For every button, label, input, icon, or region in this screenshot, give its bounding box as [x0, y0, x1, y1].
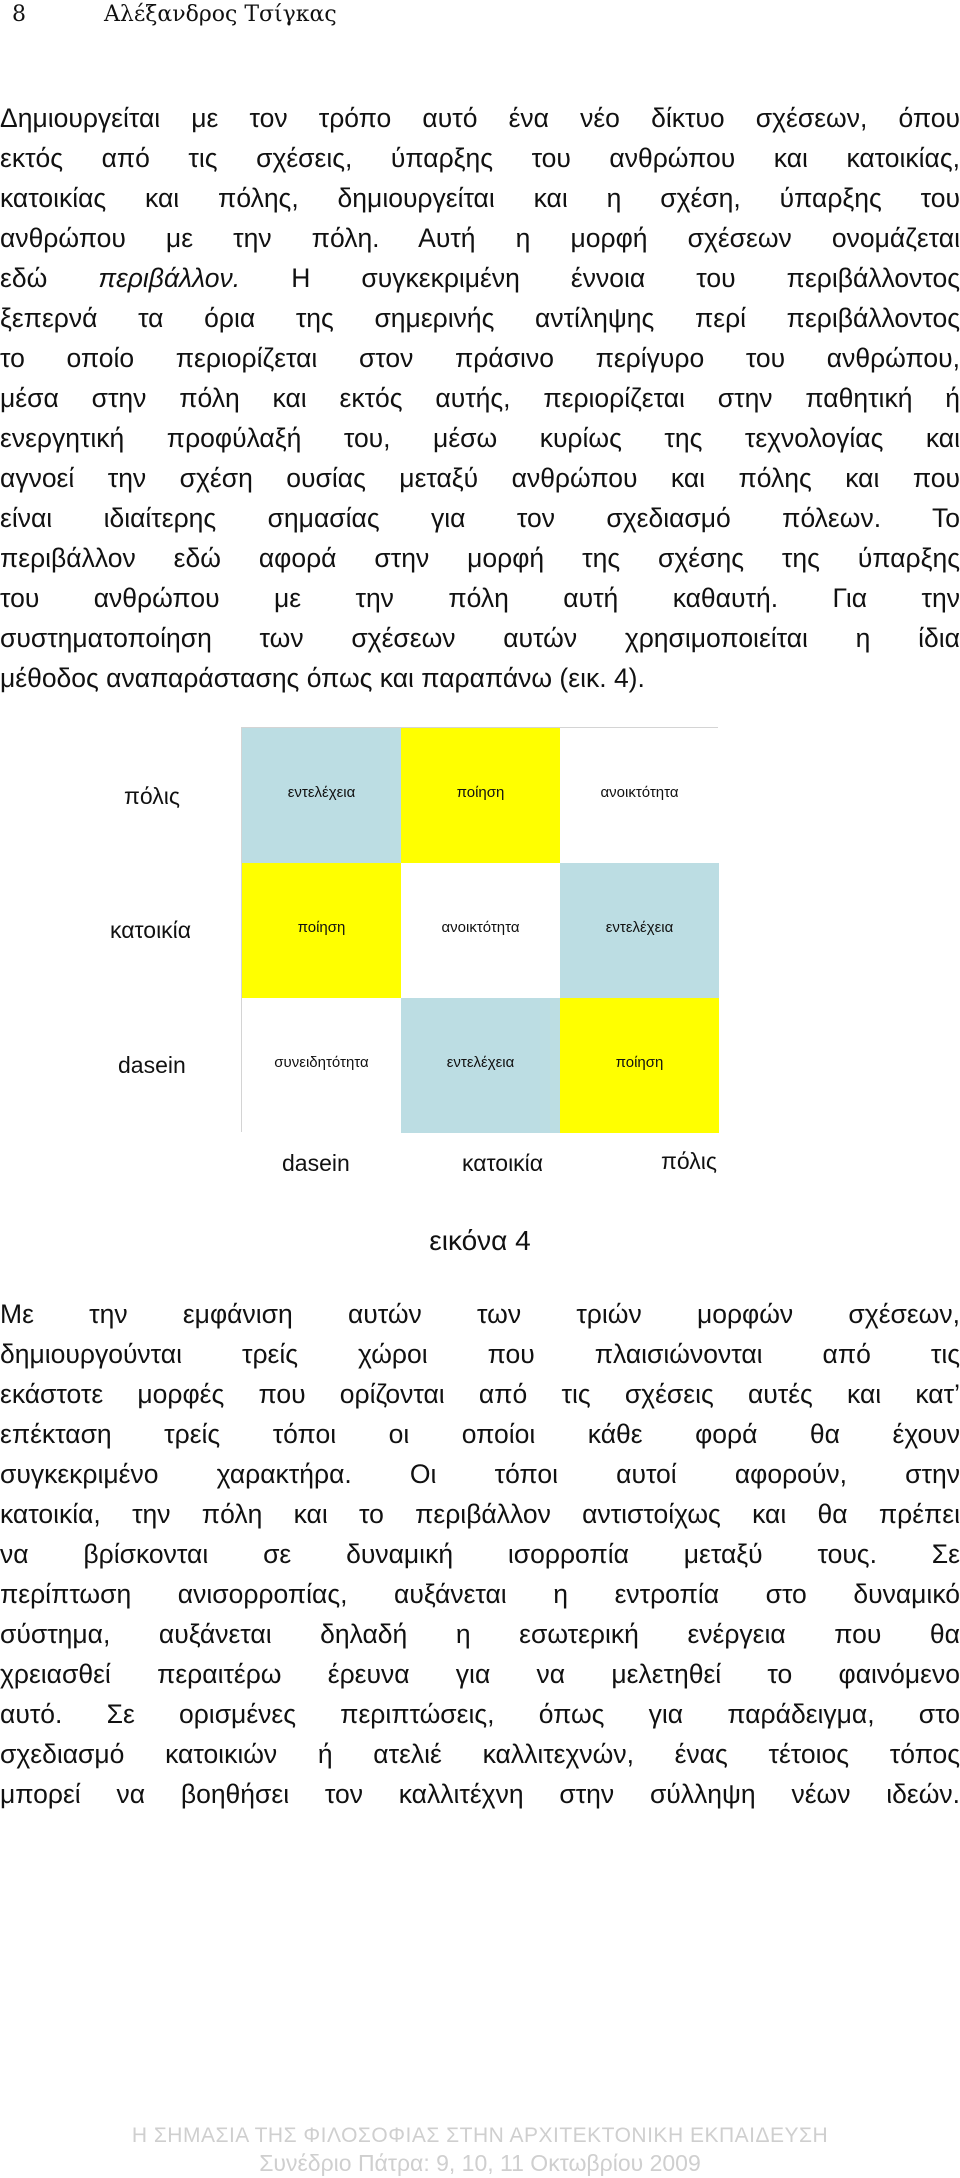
text-line: κατοικία, την πόλη και το περιβάλλον αντιστοίχως και θα πρέπει [0, 1499, 960, 1529]
text-line: Με την εμφάνιση αυτών των τριών μορφών σχέσεων, [0, 1299, 960, 1329]
grid-cell: ποίηση [401, 728, 560, 863]
text-line: επέκταση τρείς τόποι οι οποίοι κάθε φορά θα έχουν [0, 1419, 960, 1449]
text-line: να βρίσκονται σε δυναμική ισορροπία μεταξύ τους. Σε [0, 1539, 960, 1569]
text-line: ενεργητική προφύλαξή του, μέσω κυρίως της τεχνολογίας και [0, 423, 960, 453]
row-label-polis: πόλις [124, 783, 180, 809]
text-line: μέθοδος αναπαράστασης όπως και παραπάνω (εικ. 4). [0, 663, 645, 693]
page-number: 8 [12, 2, 26, 27]
grid-cell: εντελέχεια [560, 863, 719, 998]
text-line: αυτό. Σε ορισμένες περιπτώσεις, όπως για παράδειγμα, στο [0, 1699, 960, 1729]
figure-caption: εικόνα 4 [429, 1225, 531, 1256]
text-line: περιβάλλον εδώ αφορά στην μορφή της σχέσης της ύπαρξης [0, 543, 960, 573]
text-line: εκάστοτε μορφές που ορίζονται από τις σχέσεις αυτές και κατ’ [0, 1379, 960, 1409]
text-line: συστηματοποίηση των σχέσεων αυτών χρησιμοποιείται η ίδια [0, 623, 960, 653]
text-line: μπορεί να βοηθήσει τον καλλιτέχνη στην σύλληψη νέων ιδεών. [0, 1779, 960, 1809]
text-fragment: εδώ [0, 263, 48, 293]
text-line: ξεπερνά τα όρια της σημερινής αντίληψης περί περιβάλλοντος [0, 303, 960, 333]
col-label-polis: πόλις [661, 1148, 717, 1174]
col-label-katoikia: κατοικία [462, 1150, 544, 1176]
grid-cell: εντελέχεια [242, 728, 401, 863]
footer-conference: Συνέδριο Πάτρα: 9, 10, 11 Οκτωβρίου 2009 [259, 2150, 701, 2176]
italic-term: περιβάλλον. [98, 263, 241, 293]
text-line: το οποίο περιορίζεται στον πράσινο περίγυρο του ανθρώπου, [0, 343, 960, 373]
running-header [12, 2, 337, 27]
text-fragment: Η συγκεκριμένη έννοια του περιβάλλοντος [291, 263, 960, 293]
footer-title: Η ΣΗΜΑΣΙΑ ΤΗΣ ΦΙΛΟΣΟΦΙΑΣ ΣΤΗΝ ΑΡΧΙΤΕΚΤΟΝΙΚΗ ΕΚΠΑΙΔΕΥΣΗ [131, 2124, 829, 2147]
col-label-dasein: dasein [282, 1150, 350, 1176]
author-name: Αλέξανδρος Τσίγκας [104, 2, 337, 27]
grid-cell: εντελέχεια [401, 998, 560, 1133]
text-line: αγνοεί την σχέση ουσίας μεταξύ ανθρώπου και πόλης και που [0, 463, 960, 493]
grid-cell: ανοικτότητα [560, 728, 719, 863]
text-line: μέσα στην πόλη και εκτός αυτής, περιορίζεται στην παθητική ή [0, 383, 960, 413]
grid-cell: ανοικτότητα [401, 863, 560, 998]
grid-cell: ποίηση [242, 863, 401, 998]
text-line: περίπτωση ανισορροπίας, αυξάνεται η εντροπία στο δυναμικό [0, 1579, 960, 1609]
text-line: Δημιουργείται με τον τρόπο αυτό ένα νέο δίκτυο σχέσεων, όπου [0, 103, 960, 133]
row-label-dasein: dasein [118, 1052, 186, 1078]
relation-grid [241, 727, 718, 1132]
text-line: σύστημα, αυξάνεται δηλαδή η εσωτερική ενέργεια που θα [0, 1619, 960, 1649]
grid-cell: ποίηση [560, 998, 719, 1133]
text-line: κατοικίας και πόλης, δημιουργείται και η σχέση, ύπαρξης του [0, 183, 960, 213]
grid-cell: συνειδητότητα [242, 998, 401, 1133]
text-line [0, 258, 960, 298]
text-line: ανθρώπου με την πόλη. Αυτή η μορφή σχέσεων ονομάζεται [0, 223, 960, 253]
text-line: δημιουργούνται τρείς χώροι που πλαισιώνονται από τις [0, 1339, 960, 1369]
text-line: εκτός από τις σχέσεις, ύπαρξης του ανθρώπου και κατοικίας, [0, 143, 960, 173]
text-line: χρειασθεί περαιτέρω έρευνα για να μελετηθεί το φαινόμενο [0, 1659, 960, 1689]
text-line: σχεδιασμό κατοικιών ή ατελιέ καλλιτεχνών, ένας τέτοιος τόπος [0, 1739, 960, 1769]
text-line: συγκεκριμένο χαρακτήρα. Οι τόποι αυτοί αφορούν, στην [0, 1459, 960, 1489]
text-line: του ανθρώπου με την πόλη αυτή καθαυτή. Για την [0, 583, 960, 613]
row-label-katoikia: κατοικία [110, 917, 192, 943]
text-line: είναι ιδιαίτερης σημασίας για τον σχεδιασμό πόλεων. Το [0, 503, 960, 533]
